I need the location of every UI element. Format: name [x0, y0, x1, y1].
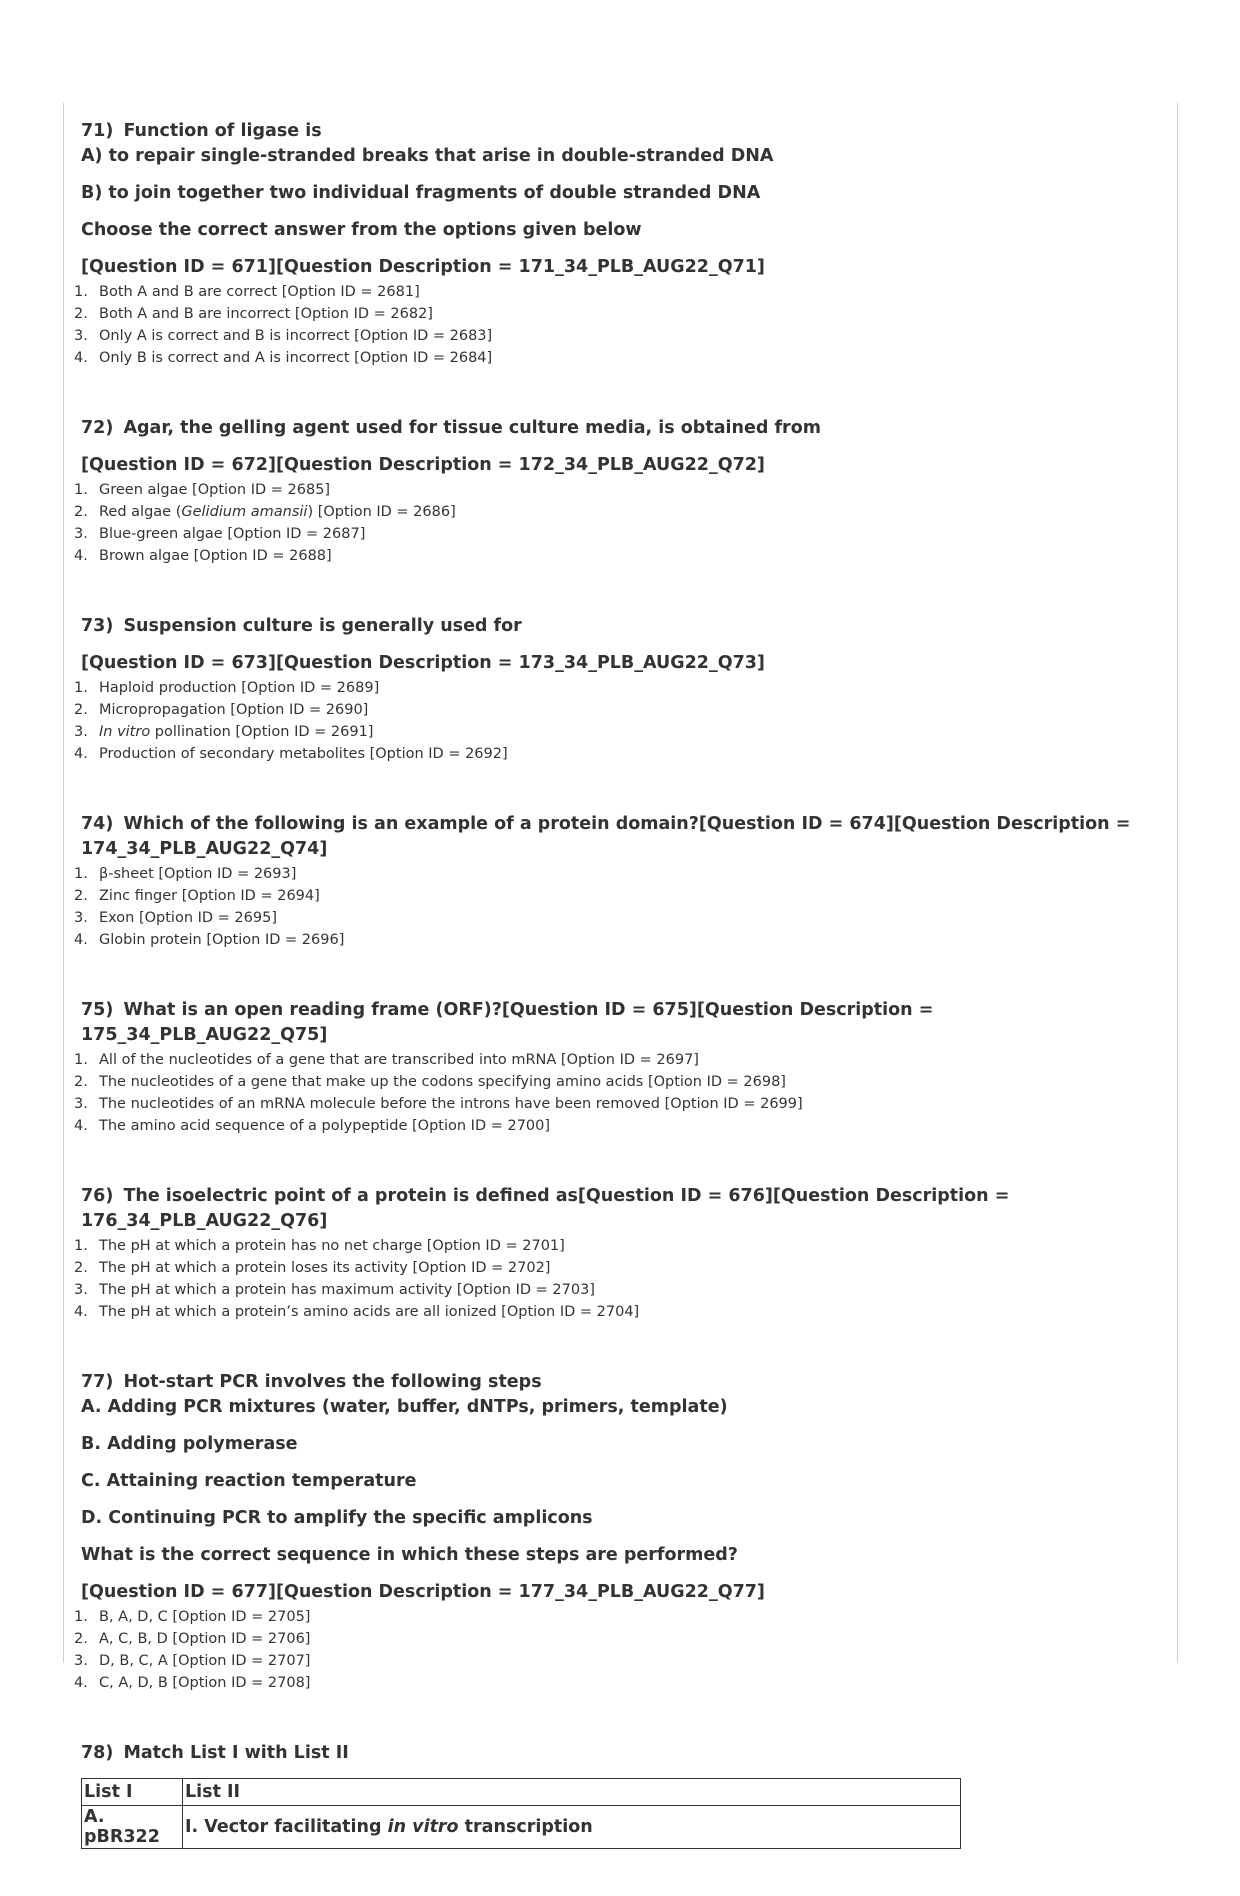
option-number: 2.	[74, 306, 88, 322]
question-title	[81, 416, 1171, 441]
table-row	[82, 1806, 961, 1849]
question-number: 78)	[81, 1743, 114, 1763]
question-number: 71)	[81, 121, 114, 141]
option-number: 4.	[74, 350, 88, 366]
option-item	[74, 1672, 1171, 1694]
option-item	[74, 1049, 1171, 1071]
option-text: The nucleotides of an mRNA molecule before the introns have been removed [Option ID = 2699]	[99, 1096, 803, 1112]
option-number: 2.	[74, 1260, 88, 1276]
table-header-list-1: List I	[82, 1779, 183, 1806]
option-text: Haploid production [Option ID = 2689]	[99, 680, 380, 696]
options-list	[74, 1235, 1171, 1323]
question-74	[74, 812, 1171, 951]
option-text: Production of secondary metabolites [Option ID = 2692]	[99, 746, 508, 762]
options-list	[74, 863, 1171, 951]
option-text: ) [Option ID = 2686]	[307, 504, 456, 520]
option-number: 1.	[74, 1052, 88, 1068]
option-number: 1.	[74, 680, 88, 696]
option-number: 2.	[74, 888, 88, 904]
option-text: The amino acid sequence of a polypeptide [Option ID = 2700]	[99, 1118, 551, 1134]
option-text: Zinc finger [Option ID = 2694]	[99, 888, 320, 904]
option-number: 4.	[74, 932, 88, 948]
option-item	[74, 1115, 1171, 1137]
option-item	[74, 1301, 1171, 1323]
options-list	[74, 1049, 1171, 1137]
option-italic-text: In vitro	[99, 724, 151, 740]
question-text: Suspension culture is generally used for	[123, 616, 522, 636]
option-item	[74, 1279, 1171, 1301]
step-c: C. Attaining reaction temperature	[81, 1471, 417, 1491]
options-list	[74, 677, 1171, 765]
question-78	[81, 1741, 1171, 1849]
option-item	[74, 1093, 1171, 1115]
option-text: Both A and B are correct [Option ID = 2681]	[99, 284, 420, 300]
option-item	[74, 1628, 1171, 1650]
statement-a: A) to repair single-stranded breaks that arise in double-stranded DNA	[81, 146, 774, 166]
option-number: 4.	[74, 1118, 88, 1134]
option-number: 4.	[74, 746, 88, 762]
question-text: The isoelectric point of a protein is defined as[Question ID = 676][Question Description = 176_34_PLB_AUG22_Q76]	[81, 1186, 1010, 1231]
question-71	[74, 119, 1171, 369]
option-number: 3.	[74, 1653, 88, 1669]
option-text: The pH at which a protein’s amino acids are all ionized [Option ID = 2704]	[99, 1304, 640, 1320]
instruction-text: Choose the correct answer from the options given below	[81, 220, 642, 240]
question-text: Agar, the gelling agent used for tissue culture media, is obtained from	[123, 418, 821, 438]
option-item	[74, 907, 1171, 929]
question-number: 74)	[81, 814, 114, 834]
question-number: 77)	[81, 1372, 114, 1392]
option-item	[74, 743, 1171, 765]
question-text: Hot-start PCR involves the following steps	[123, 1372, 542, 1392]
option-item	[74, 699, 1171, 721]
step-a: A. Adding PCR mixtures (water, buffer, dNTPs, primers, template)	[81, 1397, 728, 1417]
question-title	[81, 1184, 1171, 1234]
table-header-list-2: List II	[183, 1779, 961, 1806]
step-b: B. Adding polymerase	[81, 1434, 298, 1454]
question-72	[74, 416, 1171, 567]
option-number: 3.	[74, 328, 88, 344]
statement-b: B) to join together two individual fragments of double stranded DNA	[81, 183, 761, 203]
option-item	[74, 863, 1171, 885]
option-item	[74, 1071, 1171, 1093]
option-number: 4.	[74, 1304, 88, 1320]
option-number: 2.	[74, 702, 88, 718]
option-text: All of the nucleotides of a gene that are transcribed into mRNA [Option ID = 2697]	[99, 1052, 699, 1068]
option-text: B, A, D, C [Option ID = 2705]	[99, 1609, 311, 1625]
option-number: 3.	[74, 526, 88, 542]
option-item	[74, 303, 1171, 325]
option-number: 3.	[74, 1096, 88, 1112]
question-text: Which of the following is an example of a protein domain?[Question ID = 674][Question Description = 174_34_PLB_AUG22_Q74]	[81, 814, 1131, 859]
option-text: C, A, D, B [Option ID = 2708]	[99, 1675, 311, 1691]
option-number: 4.	[74, 548, 88, 564]
options-list	[74, 479, 1171, 567]
question-75	[74, 998, 1171, 1137]
option-item	[74, 1235, 1171, 1257]
match-table	[81, 1778, 961, 1849]
question-number: 72)	[81, 418, 114, 438]
question-text: What is an open reading frame (ORF)?[Question ID = 675][Question Description = 175_34_PLB_AUG22_Q75]	[81, 1000, 934, 1045]
options-list	[74, 1606, 1171, 1694]
option-item	[74, 479, 1171, 501]
option-text: The pH at which a protein loses its activity [Option ID = 2702]	[99, 1260, 551, 1276]
question-text: Function of ligase is	[123, 121, 322, 141]
left-margin-rule	[63, 103, 64, 1663]
options-list	[74, 281, 1171, 369]
cell-italic-text: in vitro	[387, 1817, 459, 1837]
option-number: 3.	[74, 1282, 88, 1298]
option-item	[74, 1606, 1171, 1628]
option-number: 4.	[74, 1675, 88, 1691]
cell-text: transcription	[458, 1817, 593, 1837]
option-number: 2.	[74, 1631, 88, 1647]
option-text: The pH at which a protein has no net charge [Option ID = 2701]	[99, 1238, 565, 1254]
option-text: Blue-green algae [Option ID = 2687]	[99, 526, 366, 542]
option-item	[74, 523, 1171, 545]
option-text: The nucleotides of a gene that make up the codons specifying amino acids [Option ID = 2698]	[99, 1074, 786, 1090]
table-cell	[183, 1806, 961, 1849]
question-id-line: [Question ID = 677][Question Description = 177_34_PLB_AUG22_Q77]	[81, 1582, 765, 1602]
step-d: D. Continuing PCR to amplify the specific amplicons	[81, 1508, 593, 1528]
question-id-line: [Question ID = 672][Question Description = 172_34_PLB_AUG22_Q72]	[81, 455, 765, 475]
option-text: Micropropagation [Option ID = 2690]	[99, 702, 369, 718]
option-number: 1.	[74, 1238, 88, 1254]
question-title	[81, 998, 1171, 1048]
option-number: 3.	[74, 724, 88, 740]
option-text: Green algae [Option ID = 2685]	[99, 482, 331, 498]
instruction-text: What is the correct sequence in which these steps are performed?	[81, 1545, 738, 1565]
option-item	[74, 545, 1171, 567]
option-item	[74, 325, 1171, 347]
cell-text: I. Vector facilitating	[185, 1817, 388, 1837]
option-text: A, C, B, D [Option ID = 2706]	[99, 1631, 311, 1647]
option-number: 1.	[74, 284, 88, 300]
option-item	[74, 281, 1171, 303]
table-header-row	[82, 1779, 961, 1806]
question-title	[81, 812, 1171, 862]
option-text: D, B, C, A [Option ID = 2707]	[99, 1653, 311, 1669]
option-text: Globin protein [Option ID = 2696]	[99, 932, 345, 948]
option-item	[74, 885, 1171, 907]
option-item	[74, 1650, 1171, 1672]
option-text: Brown algae [Option ID = 2688]	[99, 548, 332, 564]
option-number: 1.	[74, 1609, 88, 1625]
question-id-line: [Question ID = 673][Question Description = 173_34_PLB_AUG22_Q73]	[81, 653, 765, 673]
option-text: Red algae (	[99, 504, 182, 520]
question-number: 75)	[81, 1000, 114, 1020]
option-item	[74, 721, 1171, 743]
option-number: 1.	[74, 482, 88, 498]
option-text: β-sheet [Option ID = 2693]	[99, 866, 297, 882]
question-73	[74, 614, 1171, 765]
option-text: The pH at which a protein has maximum activity [Option ID = 2703]	[99, 1282, 595, 1298]
question-number: 76)	[81, 1186, 114, 1206]
question-title	[81, 1741, 1171, 1766]
question-title	[81, 119, 1171, 144]
option-item	[74, 929, 1171, 951]
option-text: Only B is correct and A is incorrect [Option ID = 2684]	[99, 350, 493, 366]
right-margin-rule	[1177, 103, 1178, 1663]
option-text: Exon [Option ID = 2695]	[99, 910, 277, 926]
option-item	[74, 347, 1171, 369]
option-number: 1.	[74, 866, 88, 882]
option-italic-text: Gelidium amansii	[181, 504, 308, 520]
question-text: Match List I with List II	[123, 1743, 349, 1763]
option-item	[74, 1257, 1171, 1279]
question-76	[74, 1184, 1171, 1323]
question-number: 73)	[81, 616, 114, 636]
question-title	[81, 614, 1171, 639]
option-text: Both A and B are incorrect [Option ID = 2682]	[99, 306, 433, 322]
question-title	[81, 1370, 1171, 1395]
option-text: Only A is correct and B is incorrect [Option ID = 2683]	[99, 328, 493, 344]
question-id-line: [Question ID = 671][Question Description = 171_34_PLB_AUG22_Q71]	[81, 257, 765, 277]
question-77	[74, 1370, 1171, 1694]
question-paper-content	[74, 119, 1171, 1896]
option-text: pollination [Option ID = 2691]	[150, 724, 374, 740]
option-number: 2.	[74, 504, 88, 520]
option-number: 3.	[74, 910, 88, 926]
option-item	[74, 677, 1171, 699]
table-cell: A. pBR322	[82, 1806, 183, 1849]
option-number: 2.	[74, 1074, 88, 1090]
option-item	[74, 501, 1171, 523]
